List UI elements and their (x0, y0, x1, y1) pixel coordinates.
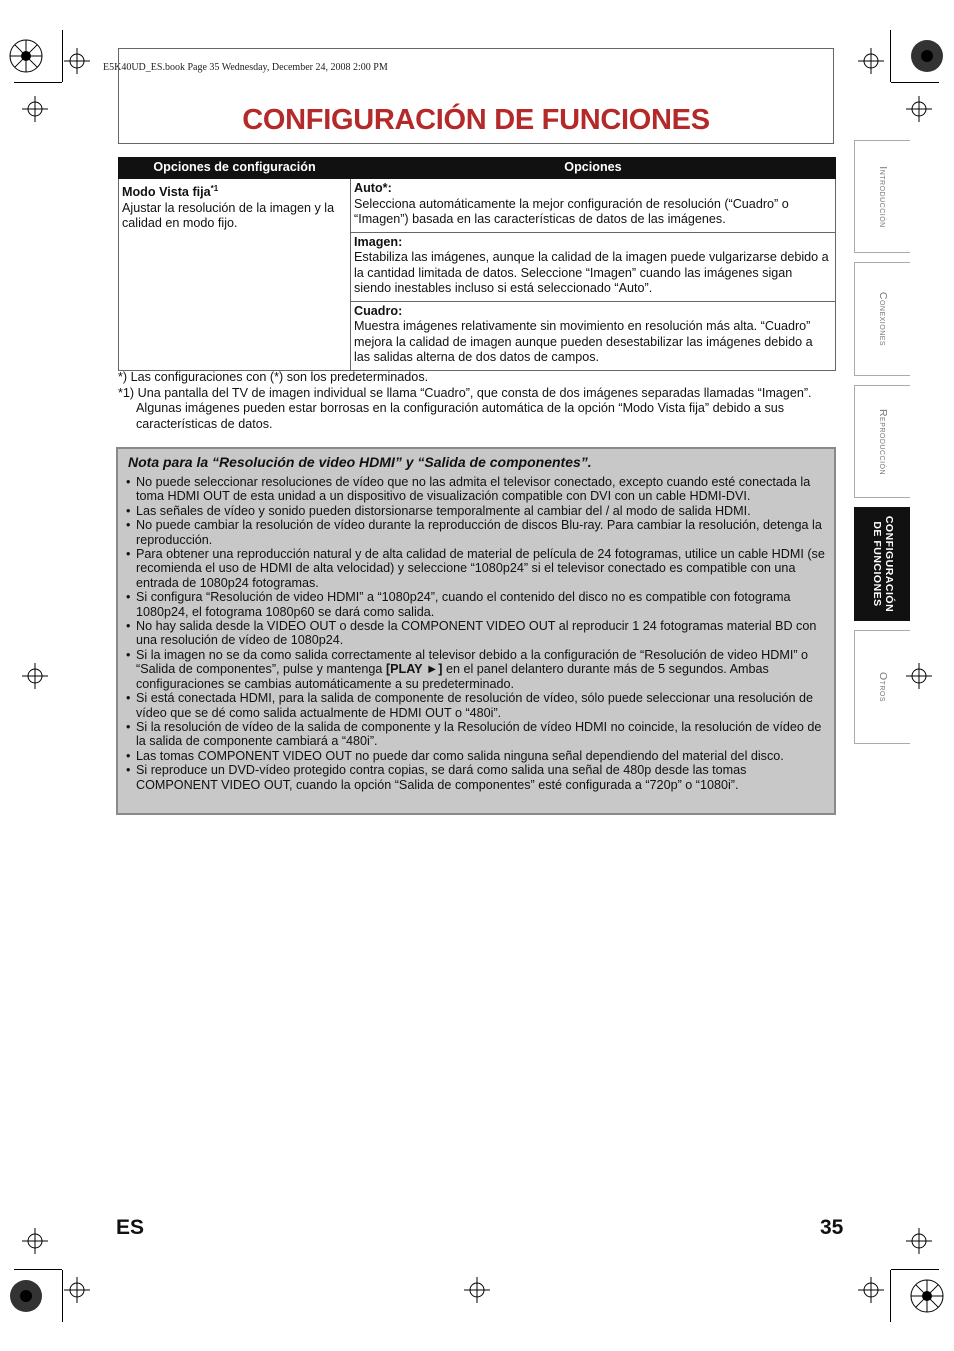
crosshair-icon (464, 1277, 490, 1303)
settings-table (118, 157, 836, 371)
setting-name: Modo Vista fija (122, 185, 211, 200)
option-cell (351, 232, 836, 301)
list-item: • Para obtener una reproducción natural y de alta calidad de material de película de 24 fotogramas, utilice un cable HDMI (se recomienda el uso de HDMI de alta velocidad) y seleccione “1080p24” si el televisor conectado es compatible con una entrada de 1080p24 fotogramas. (126, 547, 826, 590)
registration-wheel-icon (8, 38, 44, 74)
footnote-continuation: Algunas imágenes pueden estar borrosas en la configuración automática de la opción “Modo Vista fija” debido a sus características de datos. (136, 401, 785, 431)
play-button-label: [PLAY ►] (385, 662, 443, 677)
page-number: 35 (820, 1216, 844, 1239)
tab-label: Reproducción (876, 408, 889, 475)
note-list (126, 475, 826, 792)
crosshair-icon (858, 48, 884, 74)
table-header-row (119, 158, 836, 179)
tab-label: Otros (876, 671, 889, 703)
list-item: • Si está conectada HDMI, para la salida de componente de resolución de vídeo, sólo puede seleccionar una resolución de vídeo que se dé como salida actualmente de HDMI OUT o “480i”. (126, 691, 826, 720)
option-text: Selecciona automáticamente la mejor configuración de resolución (“Cuadro” o “Imagen”) basada en las características de datos de las imágenes. (354, 196, 789, 226)
option-text: Estabiliza las imágenes, aunque la calidad de la imagen puede vulgarizarse debido a la cantidad limitada de datos. Seleccione “Imagen” cuando las imágenes sigan siendo inestables incluso si está seleccionado “Auto”. (354, 250, 829, 295)
crosshair-icon (22, 96, 48, 122)
registration-wheel-icon (909, 38, 945, 74)
registration-wheel-icon (909, 1278, 945, 1314)
option-label: Cuadro: (354, 303, 403, 318)
tab-reproduccion[interactable] (854, 385, 910, 498)
list-item: • No hay salida desde la VIDEO OUT o desde la COMPONENT VIDEO OUT al reproducir 1 24 fotogramas material BD con una resolución de vídeo de 1080p24. (126, 619, 826, 648)
tab-label-line: DE FUNCIONES (870, 521, 883, 607)
table-header: Opciones de configuración (119, 158, 351, 179)
list-item: • Las señales de vídeo y sonido pueden distorsionarse temporalmente al cambiar del / al modo de salida HDMI. (126, 504, 826, 518)
crosshair-icon (64, 48, 90, 74)
setting-footnote-ref: *1 (210, 184, 219, 193)
tab-label: Conexiones (876, 291, 889, 347)
crosshair-icon (64, 1277, 90, 1303)
crosshair-icon (906, 1228, 932, 1254)
option-cell (351, 301, 836, 370)
list-item (126, 648, 826, 691)
table-header: Opciones (351, 158, 836, 179)
tab-label-line: CONFIGURACIÓN (882, 515, 895, 613)
book-info: E5K40UD_ES.book Page 35 Wednesday, December 24, 2008 2:00 PM (103, 62, 388, 73)
tab-label (871, 516, 895, 612)
option-text: Muestra imágenes relativamente sin movimiento en resolución más alta. “Cuadro” mejora la calidad de imagen aunque pueden desestabilizar las imágenes debido a las salidas alterna de dos datos de campos. (354, 319, 813, 364)
list-item: • Si configura “Resolución de video HDMI” a “1080p24”, cuando el contenido del disco no es compatible con fotograma 1080p24, el fotograma 1080p60 se dará como salida. (126, 590, 826, 619)
crosshair-icon (22, 1228, 48, 1254)
list-item: • No puede seleccionar resoluciones de vídeo que no las admita el televisor conectado, excepto cuando esté conectada la toma HDMI OUT de esta unidad a un dispositivo de visualización compatible con DVI con un cable HDMI-DVI. (126, 475, 826, 504)
tab-conexiones[interactable] (854, 262, 910, 376)
tab-otros[interactable] (854, 630, 910, 744)
crosshair-icon (906, 96, 932, 122)
list-item-text: en el panel delantero durante más de 5 segundos. Ambas configuraciones se cambias automáticamente a su predeterminado. (136, 662, 769, 691)
note-title: Nota para la “Resolución de video HDMI” y “Salida de componentes”. (128, 454, 592, 470)
option-label: Auto*: (354, 181, 392, 195)
tab-introduccion[interactable] (854, 140, 910, 253)
footnote: *1) Una pantalla del TV de imagen individual se llama “Cuadro”, que consta de dos imágenes separadas llamadas “Imagen”. (118, 385, 812, 400)
option-label: Imagen: (354, 234, 403, 249)
setting-description: Ajustar la resolución de la imagen y la calidad en modo fijo. (122, 200, 335, 231)
crosshair-icon (858, 1277, 884, 1303)
footnote: *) Las configuraciones con (*) son los predeterminados. (118, 370, 429, 384)
page-language: ES (116, 1216, 145, 1239)
crosshair-icon (22, 663, 48, 689)
list-item: • Si la resolución de vídeo de la salida de componente y la Resolución de vídeo HDMI no coincide, la resolución de vídeo de la salida de componente cambiará a “480i”. (126, 720, 826, 749)
list-item: • Las tomas COMPONENT VIDEO OUT no puede dar como salida ninguna señal dependiendo del material del disco. (126, 749, 826, 763)
page-title: CONFIGURACIÓN DE FUNCIONES (242, 104, 710, 136)
tab-configuracion-de-funciones[interactable] (854, 507, 910, 621)
table-row (119, 179, 836, 233)
option-cell (351, 179, 836, 233)
list-item-text: Si la imagen no se da como salida correctamente al televisor debido a la configuración de “Resolución de video HDMI” o “Salida de componentes”, pulse y mantenga (136, 647, 809, 677)
list-item: • No puede cambiar la resolución de vídeo durante la reproducción de discos Blu-ray. Para cambiar la resolución, detenga la reproducción. (126, 518, 826, 547)
setting-cell (119, 179, 351, 371)
tab-label: Introducción (876, 165, 889, 228)
list-item: • Si reproduce un DVD-vídeo protegido contra copias, se dará como salida una señal de 480p desde las tomas COMPONENT VIDEO OUT, cuando la opción “Salida de componentes” esté configurada a “720p” o “1080i”. (126, 763, 826, 792)
footnotes (118, 370, 836, 432)
registration-wheel-icon (8, 1278, 44, 1314)
